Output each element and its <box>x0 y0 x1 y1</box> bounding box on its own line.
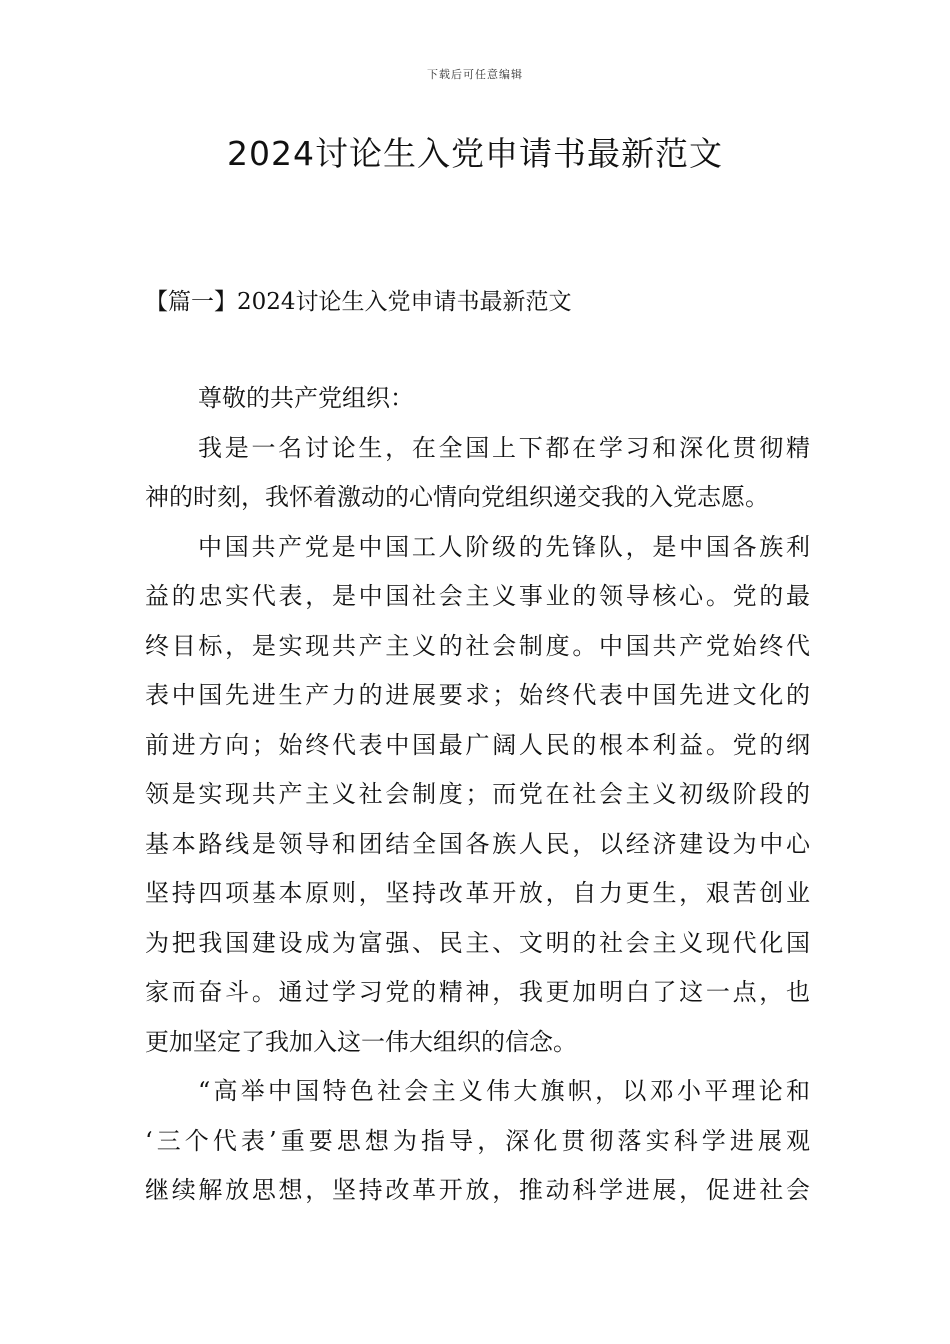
text-line: “高举中国特色社会主义伟大旗帜，以邓小平理论和 <box>198 1077 810 1105</box>
text-line: 基本路线是领导和团结全国各族人民，以经济建设为中心 <box>145 829 810 858</box>
section-heading: 【篇一】2024讨论生入党申请书最新范文 <box>145 289 572 315</box>
text-line: ‘三个代表’重要思想为指导，深化贯彻落实科学进展观 <box>145 1126 810 1155</box>
text-line: 中国共产党是中国工人阶级的先锋队，是中国各族利 <box>198 532 810 561</box>
header-note: 下载后可任意编辑 <box>427 68 523 81</box>
text-line: 表中国先进生产力的进展要求；始终代表中国先进文化的 <box>145 681 810 709</box>
text-line: 家而奋斗。通过学习党的精神，我更加明白了这一点，也 <box>145 978 810 1006</box>
text-line: 坚持四项基本原则，坚持改革开放，自力更生，艰苦创业 <box>145 879 810 907</box>
text-line: 我是一名讨论生，在全国上下都在学习和深化贯彻精 <box>198 433 810 462</box>
text-line: 前进方向；始终代表中国最广阔人民的根本利益。党的纲 <box>145 730 810 759</box>
text-line: 继续解放思想，坚持改革开放，推动科学进展，促进社会 <box>145 1176 810 1204</box>
text-line: 为把我国建设成为富强、民主、文明的社会主义现代化国 <box>145 928 810 957</box>
document-body <box>145 374 810 1216</box>
text-line: 更加坚定了我加入这一伟大组织的信念。 <box>145 1027 577 1056</box>
text-line: 益的忠实代表，是中国社会主义事业的领导核心。党的最 <box>145 582 810 610</box>
salutation: 尊敬的共产党组织： <box>198 384 414 412</box>
text-line: 领是实现共产主义社会制度；而党在社会主义初级阶段的 <box>145 780 810 808</box>
paragraph-1 <box>145 424 810 523</box>
paragraph-3 <box>145 1067 810 1216</box>
text-line: 神的时刻，我怀着激动的心情向党组织递交我的入党志愿。 <box>145 483 769 511</box>
document-title: 2024讨论生入党申请书最新范文 <box>227 134 723 173</box>
text-line: 终目标，是实现共产主义的社会制度。中国共产党始终代 <box>145 631 810 660</box>
paragraph-2 <box>145 523 810 1068</box>
